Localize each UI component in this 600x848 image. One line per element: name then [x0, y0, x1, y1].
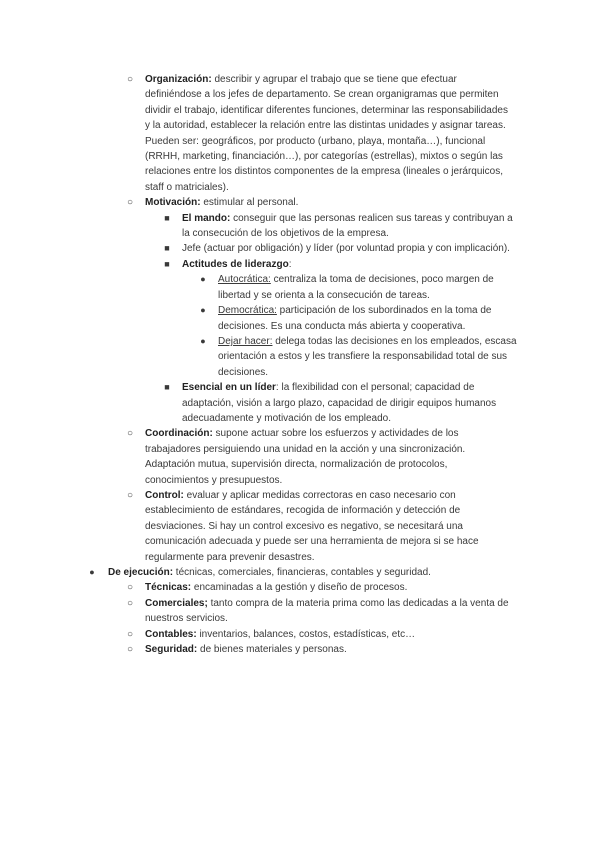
item-text: : la flexibilidad con el personal; capacidad de adaptación, visión a largo plazo, capacidad de dirigir equipos humanos adecuadamente y motivación de los empleado. — [182, 382, 497, 424]
list-item-tecnicas — [0, 580, 600, 595]
list-item-contables — [0, 627, 600, 642]
item-text: técnicas, comerciales, financieras, contables y seguridad. — [173, 567, 431, 578]
list-item-motivacion — [0, 195, 600, 210]
item-text: participación de los subordinados en la toma de decisiones. Es una conducta más abierta y cooperativa. — [218, 305, 492, 332]
list-item-comerciales — [0, 596, 600, 627]
item-term: Seguridad: — [145, 644, 198, 656]
circle-bullet-icon: ○ — [126, 644, 134, 656]
outline-list — [0, 72, 600, 657]
item-term: Motivación: — [145, 197, 201, 209]
circle-bullet-icon: ○ — [126, 489, 134, 501]
disc-bullet-icon: ● — [89, 567, 95, 577]
circle-bullet-icon: ○ — [126, 197, 134, 209]
list-item-de-ejecucion — [0, 565, 600, 580]
circle-bullet-icon: ○ — [126, 428, 134, 440]
circle-bullet-icon: ○ — [126, 582, 134, 594]
disc-bullet-icon: ● — [200, 305, 206, 316]
circle-bullet-icon: ○ — [126, 597, 134, 609]
item-term: El mando: — [182, 212, 231, 224]
list-item-actitudes-liderazgo — [0, 257, 600, 272]
item-term: Coordinación: — [145, 428, 213, 440]
disc-bullet-icon: ● — [200, 335, 206, 346]
item-term: Comerciales; — [145, 597, 208, 609]
circle-bullet-icon: ○ — [126, 628, 134, 640]
list-item-organizacion — [0, 72, 600, 195]
item-text: conseguir que las personas realicen sus tareas y contribuyan a la consecución de los objetivos de la empresa. — [182, 212, 513, 240]
item-term: Democrática: — [218, 305, 277, 317]
item-term: Actitudes de liderazgo — [182, 258, 289, 270]
item-text: centraliza la toma de decisiones, poco margen de libertad y se orienta a la consecución de tareas. — [218, 274, 494, 301]
list-item-control — [0, 488, 600, 565]
item-text: estimular al personal. — [200, 197, 299, 209]
item-term: Contables: — [145, 628, 197, 640]
item-text: : — [288, 258, 292, 270]
square-bullet-icon: ■ — [164, 258, 170, 269]
list-item-dejar-hacer — [0, 334, 600, 380]
item-term: Técnicas: — [145, 582, 192, 594]
item-term: Dejar hacer: — [218, 335, 273, 347]
list-item-democratica — [0, 303, 600, 334]
square-bullet-icon: ■ — [164, 212, 170, 223]
list-item-jefe-lider — [0, 241, 600, 256]
item-term: Organización: — [145, 74, 212, 85]
item-text: Jefe (actuar por obligación) y líder (por voluntad propia y con implicación). — [182, 243, 510, 255]
list-item-coordinacion — [0, 426, 600, 488]
item-text: describir y agrupar el trabajo que se tiene que efectuar definiéndose a los jefes de departamento. Se crean organigramas que permiten dividir el trabajo, identificar diferentes funciones, determinar las responsabilidades y la autoridad, establecer la relación entre las distintas unidades y asignar tareas. Pueden ser: geográficos, por producto (urbano, playa, montaña…), funcional (RRHH, marketing, financiación…), por categorías (estrellas), mixtos o según las relaciones entre los distintos componentes de la empresa (lineales o jerárquicos, staff o matriciales). — [145, 74, 508, 193]
item-term: Esencial en un líder — [182, 382, 276, 394]
item-term: Control: — [145, 489, 184, 501]
item-term: Autocrática: — [218, 274, 271, 286]
list-item-seguridad — [0, 642, 600, 657]
square-bullet-icon: ■ — [164, 382, 170, 393]
list-item-autocratica — [0, 272, 600, 303]
square-bullet-icon: ■ — [164, 243, 170, 254]
item-text: evaluar y aplicar medidas correctoras en caso necesario con establecimiento de estándares, recogida de información y detección de desviaciones. Si hay un control excesivo es negativo, se necesitará una comunicación adecuada y puede ser una herramienta de mejora si se hace regularmente para prevenir desastres. — [145, 489, 479, 563]
disc-bullet-icon: ● — [200, 274, 206, 285]
list-item-esencial-lider — [0, 380, 600, 426]
item-text: supone actuar sobre los esfuerzos y actividades de los trabajadores persiguiendo una unidad en la acción y una sincronización. Adaptación mutua, supervisión directa, normalización de protocolos, conocimientos y presupuestos. — [145, 428, 466, 486]
item-text: inventarios, balances, costos, estadísticas, etc… — [196, 628, 416, 640]
item-term: De ejecución: — [108, 567, 174, 578]
item-text: tanto compra de la materia prima como las dedicadas a la venta de nuestros servicios. — [145, 597, 509, 625]
list-item-el-mando — [0, 211, 600, 242]
item-text: de bienes materiales y personas. — [197, 644, 347, 656]
circle-bullet-icon: ○ — [126, 74, 134, 85]
item-text: encaminadas a la gestión y diseño de procesos. — [191, 582, 408, 594]
item-text: delega todas las decisiones en los empleados, escasa orientación a estos y les transfiere la responsabilidad total de sus decisiones. — [218, 335, 517, 378]
